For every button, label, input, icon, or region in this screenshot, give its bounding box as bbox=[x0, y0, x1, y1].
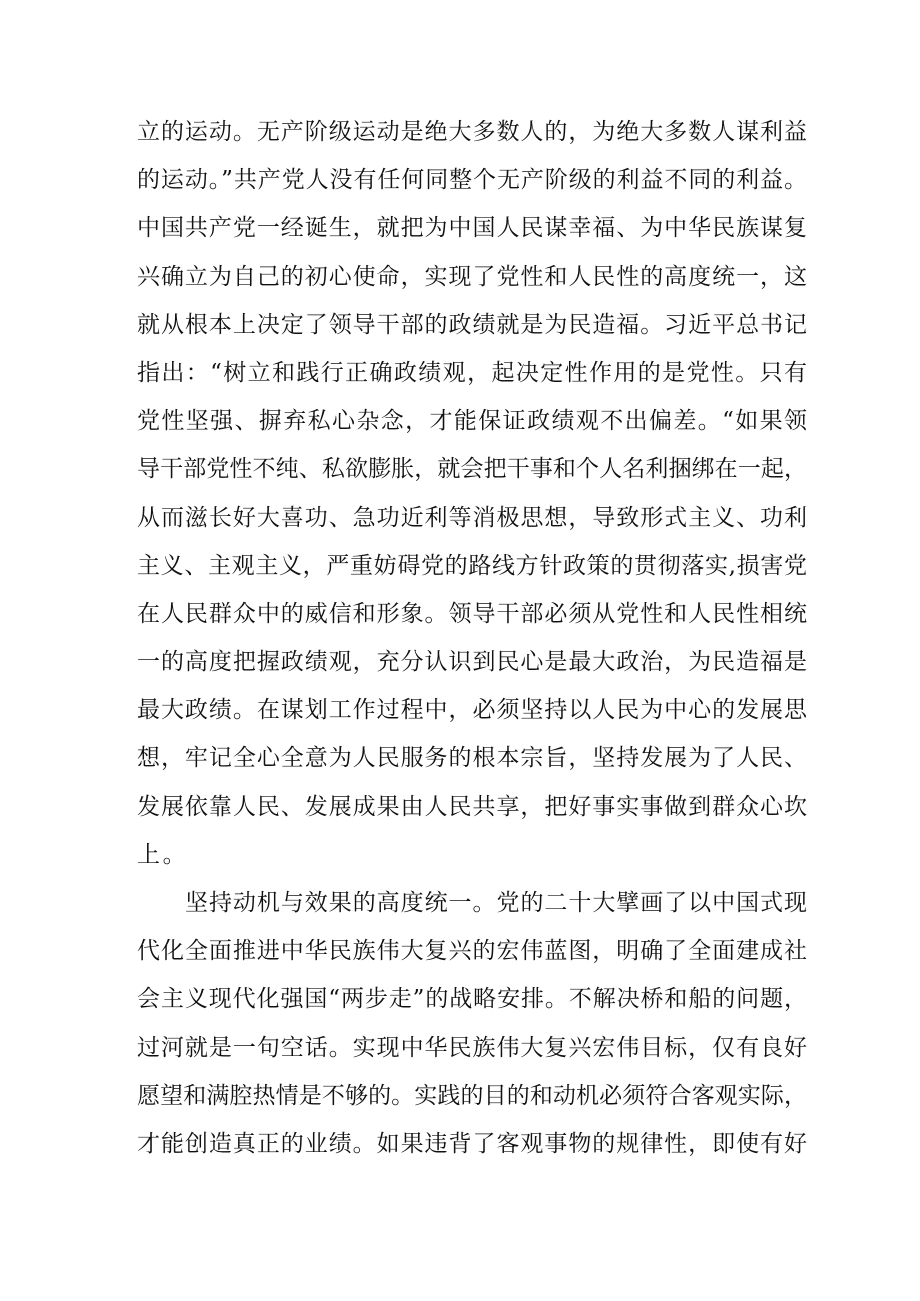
text-line-2: 的运动。”共产党人没有任何同整个无产阶级的利益不同的利益。 bbox=[137, 167, 807, 194]
text-line-5: 就从根本上决定了领导干部的政绩就是为民造福。习近平总书记 bbox=[137, 311, 807, 338]
text-line-1: 立的运动。无产阶级运动是绝大多数人的，为绝大多数人谋利益 bbox=[137, 119, 807, 145]
text-line-11: 在人民群众中的威信和形象。领导干部必须从党性和人民性相统 bbox=[137, 600, 807, 627]
text-line-3: 中国共产党一经诞生，就把为中国人民谋幸福、为中华民族谋复 bbox=[137, 215, 807, 242]
text-line-21: 愿望和满腔热情是不够的。实践的目的和动机必须符合客观实际， bbox=[137, 1082, 807, 1109]
text-line-10: 主义、主观主义，严重妨碍党的路线方针政策的贯彻落实,损害党 bbox=[137, 552, 807, 579]
text-line-7: 党性坚强、摒弃私心杂念，才能保证政绩观不出偏差。“如果领 bbox=[137, 408, 807, 435]
body-text bbox=[137, 108, 807, 1168]
text-line-13: 最大政绩。在谋划工作过程中，必须坚持以人民为中心的发展思 bbox=[137, 697, 807, 724]
text-line-8: 导干部党性不纯、私欲膨胀，就会把干事和个人名利捆绑在一起， bbox=[137, 456, 807, 483]
text-line-4: 兴确立为自己的初心使命，实现了党性和人民性的高度统一，这 bbox=[137, 263, 807, 290]
text-line-19: 会主义现代化强国“两步走”的战略安排。不解决桥和船的问题， bbox=[137, 986, 807, 1013]
text-line-9: 从而滋长好大喜功、急功近利等消极思想，导致形式主义、功利 bbox=[137, 504, 807, 531]
text-line-18: 代化全面推进中华民族伟大复兴的宏伟蓝图，明确了全面建成社 bbox=[137, 938, 807, 965]
text-line-12: 一的高度把握政绩观，充分认识到民心是最大政治，为民造福是 bbox=[137, 649, 807, 676]
text-line-6: 指出：“树立和践行正确政绩观，起决定性作用的是党性。只有 bbox=[137, 359, 807, 386]
paragraph-start-line: 坚持动机与效果的高度统一。党的二十大擘画了以中国式现 bbox=[185, 890, 807, 916]
text-line-16: 上。 bbox=[137, 841, 189, 868]
text-line-14: 想，牢记全心全意为人民服务的根本宗旨，坚持发展为了人民、 bbox=[137, 745, 807, 772]
text-line-22: 才能创造真正的业绩。如果违背了客观事物的规律性，即使有好 bbox=[137, 1130, 807, 1157]
text-line-15: 发展依靠人民、发展成果由人民共享，把好事实事做到群众心坎 bbox=[137, 793, 807, 820]
text-line-20: 过河就是一句空话。实现中华民族伟大复兴宏伟目标，仅有良好 bbox=[137, 1034, 807, 1061]
